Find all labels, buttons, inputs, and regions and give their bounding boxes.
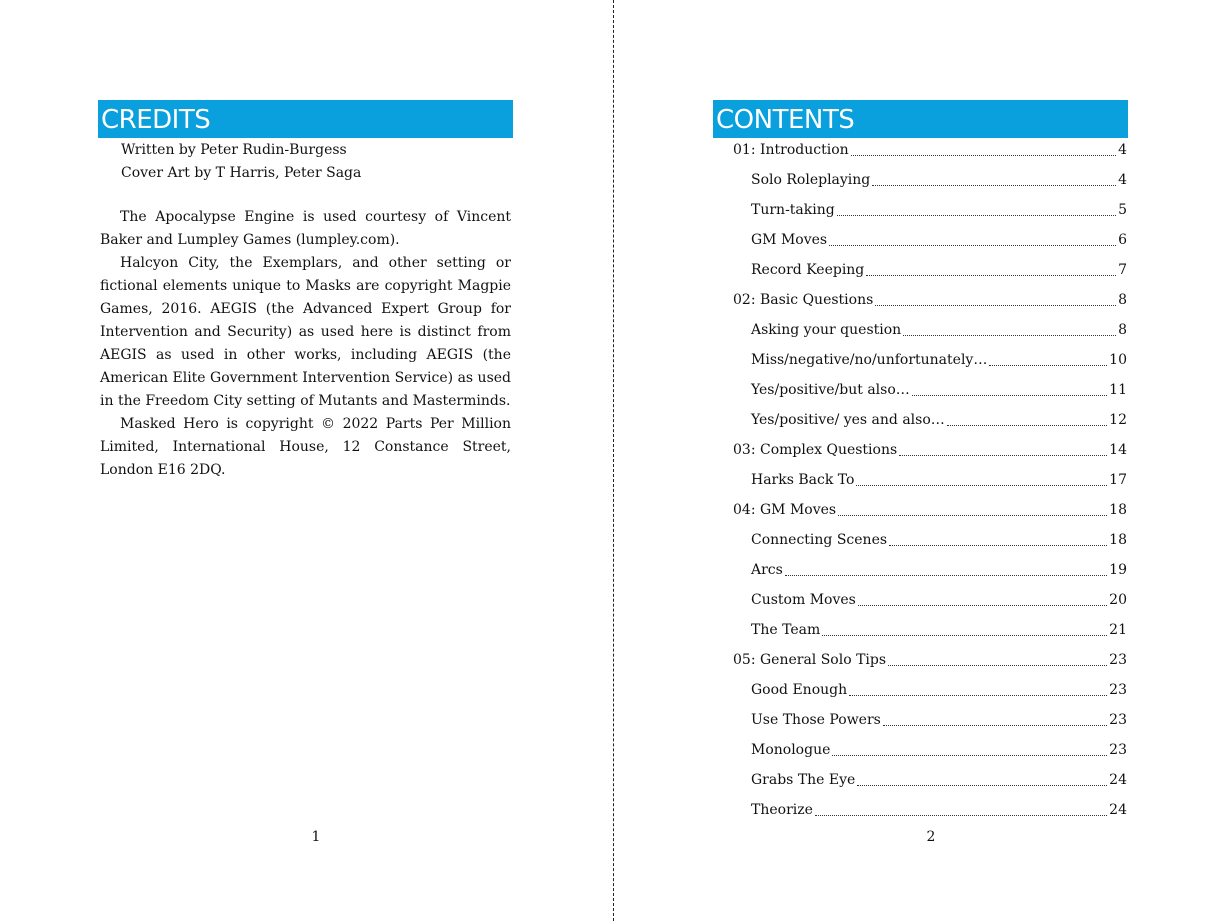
toc-entry-page-number: 20 [1109, 592, 1127, 608]
toc-entry-page-number: 7 [1118, 262, 1127, 278]
toc-dot-leader [888, 649, 1107, 666]
toc-entry[interactable] [733, 709, 1127, 739]
toc-entry-title: Miss/negative/no/unfortunately… [751, 352, 988, 368]
toc-dot-leader [851, 139, 1116, 156]
toc-entry-title: Good Enough [751, 682, 848, 698]
page-number-right: 2 [926, 829, 936, 845]
toc-entry-title: Yes/positive/ yes and also… [751, 412, 945, 428]
toc-entry[interactable] [733, 139, 1127, 169]
toc-entry-page-number: 23 [1109, 712, 1127, 728]
toc-entry[interactable] [733, 199, 1127, 229]
toc-dot-leader [912, 379, 1107, 396]
toc-entry[interactable] [733, 319, 1127, 349]
toc-entry[interactable] [733, 649, 1127, 679]
toc-entry[interactable] [733, 169, 1127, 199]
toc-dot-leader [829, 229, 1116, 246]
toc-entry-page-number: 11 [1109, 382, 1127, 398]
credits-paragraph-copyright: Masked Hero is copyright © 2022 Parts Per Million Limited, International House, 12 Constance Street, London E16 2DQ. [100, 416, 511, 478]
credit-lines [121, 139, 361, 185]
toc-entry-page-number: 14 [1109, 442, 1127, 458]
toc-entry-page-number: 24 [1109, 802, 1127, 818]
toc-entry-title: Yes/positive/but also… [751, 382, 910, 398]
toc-entry[interactable] [733, 259, 1127, 289]
toc-dot-leader [866, 259, 1116, 276]
toc-dot-leader [849, 679, 1107, 696]
toc-entry-title: 04: GM Moves [733, 502, 837, 518]
toc-entry-page-number: 8 [1118, 322, 1127, 338]
toc-dot-leader [989, 349, 1107, 366]
toc-dot-leader [832, 739, 1107, 756]
toc-entry-title: The Team [751, 622, 821, 638]
toc-entry[interactable] [733, 349, 1127, 379]
toc-entry-title: 03: Complex Questions [733, 442, 898, 458]
toc-dot-leader [875, 289, 1116, 306]
contents-heading: CONTENTS [713, 100, 1128, 138]
toc-entry[interactable] [733, 559, 1127, 589]
toc-entry-title: 01: Introduction [733, 142, 849, 158]
toc-dot-leader [889, 529, 1107, 546]
page-number-left: 1 [311, 829, 321, 845]
toc-entry-title: Record Keeping [751, 262, 865, 278]
toc-entry-page-number: 23 [1109, 742, 1127, 758]
credits-page [0, 0, 613, 921]
toc-entry-page-number: 23 [1109, 682, 1127, 698]
toc-dot-leader [872, 169, 1116, 186]
toc-dot-leader [883, 709, 1107, 726]
toc-entry-page-number: 10 [1109, 352, 1127, 368]
toc-entry[interactable] [733, 739, 1127, 769]
toc-entry-title: Use Those Powers [751, 712, 881, 728]
toc-entry-page-number: 21 [1109, 622, 1127, 638]
toc-entry-title: Turn-taking [751, 202, 835, 218]
toc-dot-leader [785, 559, 1107, 576]
page-divider [613, 0, 614, 921]
toc-entry-title: 02: Basic Questions [733, 292, 874, 308]
toc-entry[interactable] [733, 439, 1127, 469]
toc-dot-leader [838, 499, 1107, 516]
toc-entry-page-number: 18 [1109, 532, 1127, 548]
toc-entry-page-number: 4 [1118, 142, 1127, 158]
toc-dot-leader [899, 439, 1107, 456]
toc-entry-title: Connecting Scenes [751, 532, 888, 548]
toc-entry-title: Arcs [751, 562, 783, 578]
toc-dot-leader [822, 619, 1107, 636]
toc-entry-title: Grabs The Eye [751, 772, 856, 788]
toc-entry-page-number: 19 [1109, 562, 1127, 578]
toc-entry-title: 05: General Solo Tips [733, 652, 887, 668]
credits-heading: CREDITS [98, 100, 513, 138]
toc-entry[interactable] [733, 499, 1127, 529]
table-of-contents [733, 139, 1127, 829]
toc-entry-title: Custom Moves [751, 592, 856, 608]
credit-line-cover-art: Cover Art by T Harris, Peter Saga [121, 165, 362, 181]
toc-dot-leader [857, 769, 1107, 786]
toc-entry[interactable] [733, 289, 1127, 319]
contents-page [615, 0, 1229, 921]
toc-entry[interactable] [733, 619, 1127, 649]
toc-entry[interactable] [733, 229, 1127, 259]
toc-entry-page-number: 8 [1118, 292, 1127, 308]
toc-dot-leader [947, 409, 1107, 426]
credit-line-writer: Written by Peter Rudin-Burgess [121, 142, 347, 158]
toc-entry[interactable] [733, 379, 1127, 409]
credits-paragraph-halcyon-city: Halcyon City, the Exemplars, and other setting or fictional elements unique to Masks are copyright Magpie Games, 2016. AEGIS (the Advanced Expert Group for Intervention and Security) as used here is distinct from AEGIS as used in other works, including AEGIS (the American Elite Government Intervention Service) as used in the Freedom City setting of Mutants and Masterminds. [100, 255, 511, 409]
toc-dot-leader [815, 799, 1107, 816]
credits-body [100, 206, 511, 482]
toc-entry-page-number: 12 [1109, 412, 1127, 428]
toc-dot-leader [858, 589, 1107, 606]
toc-entry-page-number: 5 [1118, 202, 1127, 218]
toc-entry-title: Solo Roleplaying [751, 172, 871, 188]
credits-paragraph-apocalypse-engine: The Apocalypse Engine is used courtesy of Vincent Baker and Lumpley Games (lumpley.com). [100, 209, 511, 248]
toc-entry[interactable] [733, 799, 1127, 829]
toc-entry[interactable] [733, 679, 1127, 709]
toc-entry-page-number: 4 [1118, 172, 1127, 188]
toc-entry[interactable] [733, 409, 1127, 439]
toc-entry[interactable] [733, 469, 1127, 499]
toc-dot-leader [856, 469, 1107, 486]
toc-dot-leader [903, 319, 1116, 336]
toc-entry-page-number: 23 [1109, 652, 1127, 668]
toc-entry[interactable] [733, 769, 1127, 799]
toc-entry[interactable] [733, 589, 1127, 619]
toc-entry-title: Theorize [751, 802, 813, 818]
toc-entry[interactable] [733, 529, 1127, 559]
toc-entry-title: GM Moves [751, 232, 828, 248]
toc-entry-title: Asking your question [751, 322, 902, 338]
toc-entry-title: Harks Back To [751, 472, 855, 488]
toc-entry-page-number: 6 [1118, 232, 1127, 248]
toc-dot-leader [837, 199, 1116, 216]
toc-entry-page-number: 18 [1109, 502, 1127, 518]
toc-entry-page-number: 24 [1109, 772, 1127, 788]
toc-entry-page-number: 17 [1109, 472, 1127, 488]
toc-entry-title: Monologue [751, 742, 831, 758]
